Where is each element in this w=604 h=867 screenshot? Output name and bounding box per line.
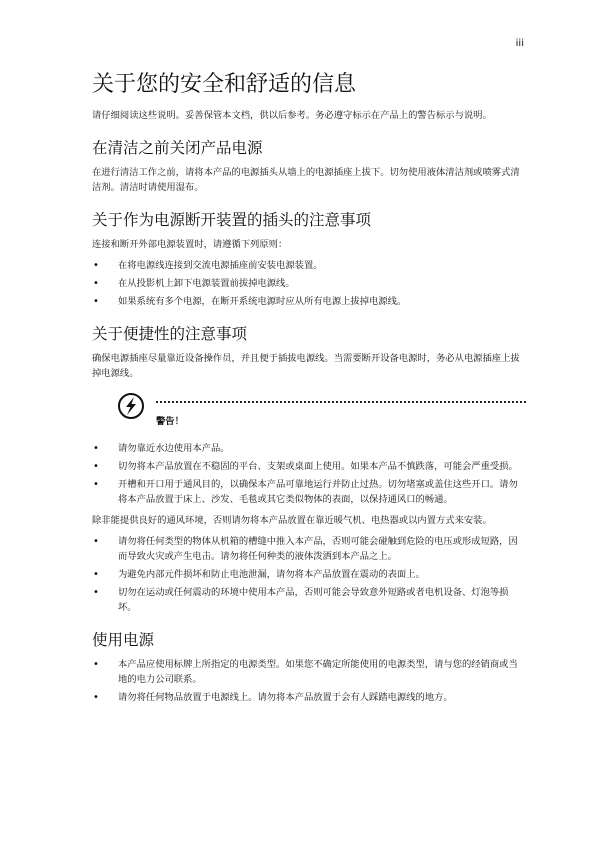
section-heading-plug: 关于作为电源断开装置的插头的注意事项 bbox=[92, 211, 372, 229]
power-list bbox=[92, 657, 526, 705]
list-item: • 本产品应使用标牌上所指定的电源类型。如果您不确定所能使用的电源类型，请与您的经销商或当地的电力公司联系。 bbox=[92, 657, 526, 687]
page-title: 关于您的安全和舒适的信息 bbox=[92, 72, 357, 97]
warning-divider bbox=[156, 401, 526, 403]
list-item: • 在将电源线连接到交流电源插座前安装电源装置。 bbox=[92, 258, 526, 273]
warning-label: 警告！ bbox=[156, 416, 184, 427]
page-number: iii bbox=[515, 38, 524, 49]
ventilation-paragraph: 除非能提供良好的通风环境，否则请勿将本产品放置在靠近暖气机、电热器或以内置方式来安装。 bbox=[92, 515, 492, 526]
document-body bbox=[92, 70, 526, 711]
list-item: • 切勿将本产品放置在不稳固的平台、支架或桌面上使用。如果本产品不慎跌落，可能会严重受损。 bbox=[92, 459, 526, 474]
list-item: • 开槽和开口用于通风目的，以确保本产品可靠地运行并防止过热。切勿堵塞或盖住这些开口。请勿将本产品放置于床上、沙发、毛毯或其它类似物体的表面，以保持通风口的畅通。 bbox=[92, 477, 526, 507]
cleaning-paragraph: 在进行清洁工作之前，请将本产品的电源插头从墙上的电源插座上拔下。切勿使用液体清洁剂或喷雾式清洁剂。清洁时请使用湿布。 bbox=[92, 167, 520, 193]
list-item: • 请勿将任何物品放置于电源线上。请勿将本产品放置于会有人踩踏电源线的地方。 bbox=[92, 690, 526, 705]
list-item: • 为避免内部元件损坏和防止电池泄漏，请勿将本产品放置在震动的表面上。 bbox=[92, 567, 526, 582]
list-item: • 在从投影机上卸下电源装置前拔掉电源线。 bbox=[92, 276, 526, 291]
list-item: • 请勿靠近水边使用本产品。 bbox=[92, 441, 526, 456]
safety-list bbox=[92, 534, 526, 615]
accessibility-paragraph: 确保电源插座尽量靠近设备操作员，并且便于插拔电源线。当需要断开设备电源时，务必从电源插座上拔掉电源线。 bbox=[92, 353, 520, 379]
warning-callout bbox=[118, 393, 526, 427]
intro-paragraph: 请仔细阅读这些说明。妥善保管本文档，供以后参考。务必遵守标示在产品上的警告标示与说明。 bbox=[92, 110, 492, 121]
list-item: • 请勿将任何类型的物体从机箱的槽缝中推入本产品，否则可能会碰触到危险的电压或形成短路，因而导致火灾或产生电击。请勿将任何种类的液体泼洒到本产品之上。 bbox=[92, 534, 526, 564]
list-item: • 切勿在运动或任何震动的环境中使用本产品，否则可能会导致意外短路或者电机设备、灯泡等损坏。 bbox=[92, 585, 526, 615]
warning-lightning-icon bbox=[118, 393, 144, 419]
section-heading-cleaning: 在清洁之前关闭产品电源 bbox=[92, 139, 263, 157]
warning-list bbox=[92, 441, 526, 507]
list-item: • 如果系统有多个电源，在断开系统电源时应从所有电源上拔掉电源线。 bbox=[92, 294, 526, 309]
plug-paragraph: 连接和断开外部电源装置时，请遵循下列原则： bbox=[92, 239, 288, 250]
section-heading-accessibility: 关于便捷性的注意事项 bbox=[92, 325, 248, 343]
section-heading-power: 使用电源 bbox=[92, 631, 155, 649]
plug-list bbox=[92, 258, 526, 309]
